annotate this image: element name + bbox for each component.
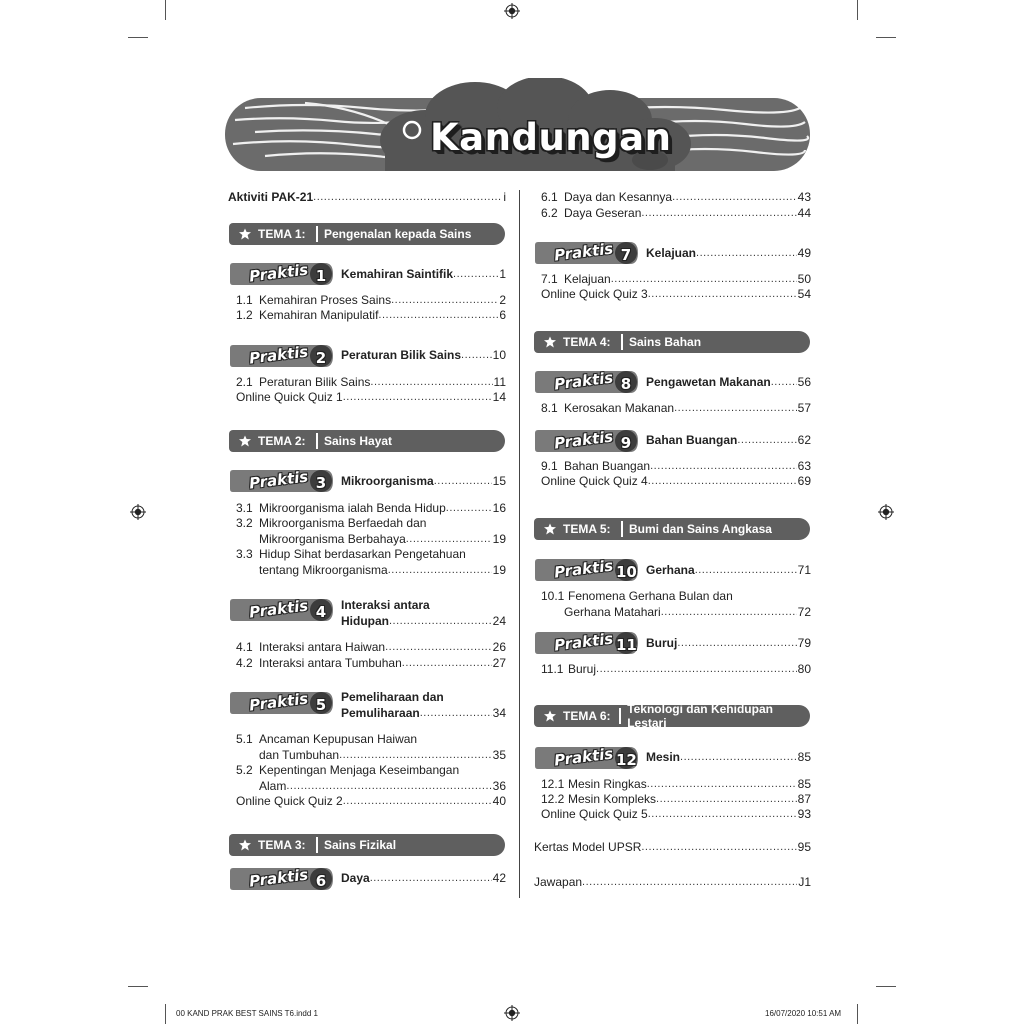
tema-separator [316,837,318,853]
entry-label: Mesin Kompleks [568,792,657,806]
praktis-number: 2 [315,349,327,367]
tema-label: TEMA 4: [563,335,611,349]
toc-entry-quiz[interactable] [236,390,506,405]
toc-entry-line1[interactable] [236,516,426,531]
toc-entry-line1[interactable] [236,732,417,747]
leader-dots [453,267,498,282]
entry-label: Ancaman Kepupusan Haiwan [259,732,418,746]
leader-dots [695,563,797,578]
leader-dots [647,777,797,792]
toc-entry[interactable] [541,272,811,287]
footer-timestamp: 16/07/2020 10:51 AM [765,1009,842,1018]
flower-icon [238,839,252,851]
leader-dots [388,563,492,578]
toc-entry-praktis-line1[interactable]: Pemeliharaan dan [341,690,444,704]
page-number: 10 [492,348,506,362]
toc-entry-line2[interactable] [259,563,506,578]
toc-entry-line2[interactable] [564,605,811,620]
page-number: 19 [492,532,506,546]
section-number: 7.1 [541,272,558,286]
page-number: 27 [492,656,506,670]
leader-dots [343,794,492,809]
tema-separator [621,521,623,537]
section-number: 8.1 [541,401,558,415]
leader-dots [420,706,492,721]
tema-label: TEMA 2: [258,434,306,448]
leader-dots [461,348,492,363]
praktis-badge[interactable] [229,261,335,287]
page-number: 87 [797,792,811,806]
tema-label: TEMA 3: [258,838,306,852]
praktis-badge[interactable] [229,866,335,892]
entry-label: Bahan Buangan [646,433,738,447]
toc-entry-quiz[interactable] [541,474,811,489]
entry-label: Online Quick Quiz 5 [541,807,648,821]
tema-bar[interactable] [229,223,505,245]
leader-dots [641,206,796,221]
entry-label: Bahan Buangan [564,459,651,473]
page-number: 72 [797,605,811,619]
entry-label: Kemahiran Saintifik [341,267,454,281]
page-number: i [503,190,506,204]
praktis-number: 11 [616,636,637,654]
entry-label: Kertas Model UPSR [534,840,642,854]
section-number: 4.1 [236,640,253,654]
toc-entry-kertas-model[interactable] [534,840,811,855]
entry-label: Online Quick Quiz 4 [541,474,648,488]
tema-title: Sains Fizikal [324,838,397,852]
praktis-badge[interactable] [534,557,640,583]
tema-title: Pengenalan kepada Sains [324,227,472,241]
leader-dots [680,750,797,765]
praktis-badge[interactable] [229,690,335,716]
toc-entry[interactable] [541,777,811,792]
praktis-number: 12 [616,751,637,769]
section-number: 9.1 [541,459,558,473]
entry-label: Hidupan [341,614,389,628]
praktis-badge[interactable] [534,240,640,266]
page-number: 2 [499,293,506,307]
toc-entry-praktis-title[interactable] [646,246,811,261]
section-number: 12.2 [541,792,565,806]
entry-label: Gerhana [646,563,695,577]
entry-label: Mikroorganisma Berbahaya [259,532,406,546]
page-number: 80 [797,662,811,676]
praktis-badge[interactable] [534,369,640,395]
praktis-number: 10 [616,563,637,581]
entry-label: tentang Mikroorganisma [259,563,388,577]
section-number: 3.1 [236,501,253,515]
entry-label: Mikroorganisma Berfaedah dan [259,516,427,530]
page-number: 79 [797,636,811,650]
leader-dots [385,640,492,655]
entry-label: Peraturan Bilik Sains [341,348,462,362]
toc-entry-line1[interactable] [541,589,733,604]
page-number: 69 [797,474,811,488]
tema-bar[interactable] [534,331,810,353]
column-divider [519,190,520,898]
entry-label: Gerhana Matahari [564,605,661,619]
tema-separator [619,708,621,724]
page-number: 26 [492,640,506,654]
toc-entry-praktis-title[interactable] [341,474,506,489]
leader-dots [339,748,492,763]
leader-dots [648,474,797,489]
page-number: 85 [797,750,811,764]
toc-entry-praktis-title[interactable] [646,636,811,651]
praktis-word: Praktis [248,342,310,368]
page-number: 63 [797,459,811,473]
flower-icon [543,710,557,722]
tema-bar[interactable] [229,834,505,856]
crop-mark [165,0,166,20]
entry-label: Jawapan [534,875,583,889]
entry-label: Mikroorganisma [341,474,434,488]
entry-label: Hidup Sihat berdasarkan Pengetahuan [259,547,466,561]
leader-dots [370,871,492,886]
page-number: J1 [798,875,811,889]
crop-mark [128,986,148,987]
entry-label: Interaksi antara Haiwan [259,640,386,654]
toc-entry[interactable] [541,662,811,677]
entry-label: Kelajuan [564,272,611,286]
tema-bar[interactable] [229,430,505,452]
toc-entry[interactable] [541,190,811,205]
page-number: 50 [797,272,811,286]
praktis-badge[interactable] [229,597,335,623]
section-number: 5.1 [236,732,253,746]
toc-entry-line1[interactable] [236,547,466,562]
section-number: 4.2 [236,656,253,670]
page-number: 16 [492,501,506,515]
crop-mark [876,986,896,987]
entry-label: Online Quick Quiz 3 [541,287,648,301]
crop-mark [165,1004,166,1024]
leader-dots [596,662,797,677]
tema-label: TEMA 6: [563,709,611,723]
page-number: 54 [797,287,811,301]
leader-dots [771,375,797,390]
footer-file-name: 00 KAND PRAK BEST SAINS T6.indd 1 [176,1009,318,1018]
toc-entry[interactable] [236,656,506,671]
section-number: 6.2 [541,206,558,220]
leader-dots [406,532,492,547]
page-number: 15 [492,474,506,488]
praktis-number: 4 [315,603,327,621]
leader-dots [378,308,498,323]
praktis-number: 3 [315,474,327,492]
entry-label: Online Quick Quiz 1 [236,390,343,404]
page-title: Kandungan [430,116,672,159]
page-number: 1 [499,267,506,281]
praktis-badge[interactable] [534,630,640,656]
toc-entry-praktis-title[interactable] [341,871,506,886]
page-number: 11 [493,375,506,389]
entry-label: Mesin Ringkas [568,777,647,791]
tema-label: TEMA 5: [563,522,611,536]
leader-dots [389,614,492,629]
tema-separator [316,433,318,449]
leader-dots [446,501,492,516]
tema-title: Sains Bahan [629,335,702,349]
entry-label: Mikroorganisma ialah Benda Hidup [259,501,446,515]
page-number: 34 [492,706,506,720]
toc-entry-praktis-title[interactable] [646,563,811,578]
page-number: 40 [492,794,506,808]
page-number: 56 [797,375,811,389]
toc-entry-line2[interactable] [259,748,506,763]
toc-entry-aktiviti[interactable] [228,190,506,205]
page-number: 19 [492,563,506,577]
registration-mark-icon [130,504,146,520]
leader-dots [611,272,797,287]
leader-dots [434,474,492,489]
page-number: 43 [797,190,811,204]
toc-entry-quiz[interactable] [541,287,811,302]
entry-label: Daya dan Kesannya [564,190,673,204]
entry-label: Daya Geseran [564,206,642,220]
toc-entry-praktis-title[interactable] [341,348,506,363]
entry-label: Kepentingan Menjaga Keseimbangan [259,763,460,777]
crop-mark [876,37,896,38]
page-number: 95 [797,840,811,854]
section-number: 1.1 [236,293,253,307]
toc-entry-praktis-title[interactable] [341,706,506,721]
toc-entry[interactable] [236,293,506,308]
leader-dots [661,605,797,620]
tema-label: TEMA 1: [258,227,306,241]
entry-label: Online Quick Quiz 2 [236,794,343,808]
tema-separator [316,226,318,242]
praktis-badge[interactable] [229,468,335,494]
toc-entry[interactable] [236,375,506,390]
leader-dots [582,875,797,890]
section-number: 11.1 [541,662,564,676]
praktis-word: Praktis [553,556,615,582]
registration-mark-icon [504,3,520,19]
section-number: 2.1 [236,375,253,389]
praktis-word: Praktis [553,629,615,655]
page-number: 62 [797,433,811,447]
toc-entry-quiz[interactable] [236,794,506,809]
tema-bar[interactable] [534,518,810,540]
tema-title: Bumi dan Sains Angkasa [629,522,772,536]
toc-entry-praktis-title[interactable] [646,750,811,765]
section-number: 10.1 [541,589,565,603]
page-number: 44 [797,206,811,220]
praktis-number: 1 [315,267,327,285]
praktis-badge[interactable] [534,428,640,454]
entry-label: Peraturan Bilik Sains [259,375,371,389]
entry-label: Kemahiran Proses Sains [259,293,392,307]
toc-entry-line2[interactable] [259,779,506,794]
tema-separator [621,334,623,350]
page-number: 14 [492,390,506,404]
praktis-badge[interactable] [229,343,335,369]
toc-entry[interactable] [236,308,506,323]
praktis-word: Praktis [248,596,310,622]
leader-dots [650,459,797,474]
entry-label: Kelajuan [646,246,697,260]
page-number: 6 [499,308,506,322]
crop-mark [857,0,858,20]
entry-label: Kerosakan Makanan [564,401,675,415]
toc-entry-jawapan[interactable] [534,875,811,890]
section-number: 3.3 [236,547,253,561]
page-number: 71 [797,563,811,577]
entry-label: Daya [341,871,370,885]
toc-entry[interactable] [236,640,506,655]
leader-dots [402,656,492,671]
flower-icon [543,523,557,535]
registration-mark-icon [878,504,894,520]
page-number: 35 [492,748,506,762]
leader-dots [672,190,797,205]
leader-dots [343,390,492,405]
praktis-word: Praktis [553,744,615,770]
toc-entry-praktis-title[interactable] [341,614,506,629]
toc-entry-quiz[interactable] [541,807,811,822]
toc-entry-praktis-line1[interactable]: Interaksi antara [341,598,430,612]
leader-dots [737,433,796,448]
toc-entry-line1[interactable] [236,763,459,778]
entry-label: Pengawetan Makanan [646,375,771,389]
flower-icon [238,435,252,447]
section-number: 12.1 [541,777,565,791]
entry-label: Alam [259,779,287,793]
praktis-number: 5 [315,696,327,714]
praktis-word: Praktis [553,239,615,265]
leader-dots [391,293,498,308]
praktis-word: Praktis [248,865,310,891]
page-number: 93 [797,807,811,821]
leader-dots [677,636,796,651]
leader-dots [656,792,797,807]
toc-entry-praktis-title[interactable] [646,433,811,448]
toc-entry[interactable] [541,459,811,474]
leader-dots [696,246,797,261]
toc-entry[interactable] [541,401,811,416]
praktis-word: Praktis [248,467,310,493]
leader-dots [370,375,492,390]
entry-label: Buruj [646,636,678,650]
crop-mark [857,1004,858,1024]
toc-entry[interactable] [236,501,506,516]
tema-title: Teknologi dan Kehidupan Lestari [627,702,773,730]
toc-entry[interactable] [541,792,811,807]
leader-dots [313,190,502,205]
praktis-number: 8 [620,375,632,393]
flower-icon [543,336,557,348]
section-number: 5.2 [236,763,253,777]
section-number: 6.1 [541,190,558,204]
page-number: 49 [797,246,811,260]
page-number: 24 [492,614,506,628]
toc-entry-praktis-title[interactable] [646,375,811,390]
praktis-number: 6 [315,872,327,890]
entry-label: Fenomena Gerhana Bulan dan [568,589,733,603]
toc-entry[interactable] [541,206,811,221]
leader-dots [648,287,797,302]
leader-dots [641,840,796,855]
page-number: 42 [492,871,506,885]
tema-bar[interactable] [534,702,810,730]
flower-icon [238,228,252,240]
page-number: 85 [797,777,811,791]
section-number: 1.2 [236,308,253,322]
section-number: 3.2 [236,516,253,530]
leader-dots [674,401,797,416]
praktis-word: Praktis [553,368,615,394]
praktis-number: 9 [620,434,632,452]
entry-label: Mesin [646,750,681,764]
tema-title: Sains Hayat [324,434,393,448]
entry-label: Aktiviti PAK-21 [228,190,314,204]
entry-label: dan Tumbuhan [259,748,340,762]
praktis-word: Praktis [553,427,615,453]
entry-label: Pemuliharaan [341,706,420,720]
toc-entry-praktis-title[interactable] [341,267,506,282]
registration-mark-icon [504,1005,520,1021]
praktis-word: Praktis [248,260,310,286]
entry-label: Kemahiran Manipulatif [259,308,379,322]
page-number: 57 [797,401,811,415]
praktis-number: 7 [620,246,632,264]
praktis-word: Praktis [248,689,310,715]
page-number: 36 [492,779,506,793]
crop-mark [128,37,148,38]
toc-entry-line2[interactable] [259,532,506,547]
entry-label: Interaksi antara Tumbuhan [259,656,402,670]
praktis-badge[interactable] [534,745,640,771]
leader-dots [286,779,491,794]
entry-label: Buruj [568,662,597,676]
leader-dots [648,807,797,822]
